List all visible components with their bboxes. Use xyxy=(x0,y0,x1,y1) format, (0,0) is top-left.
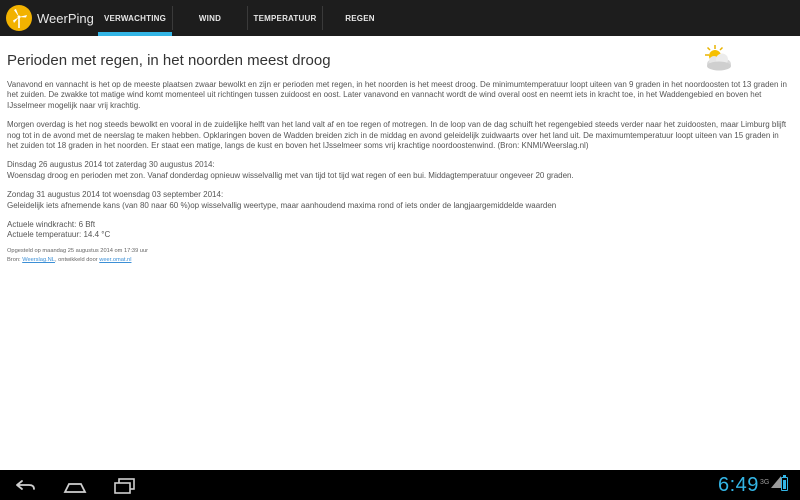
developer-link[interactable]: weer.omat.nl xyxy=(99,256,132,263)
forecast-title: Perioden met regen, in het noorden meest droog xyxy=(7,52,331,69)
recent-apps-icon[interactable] xyxy=(112,476,136,494)
battery-icon xyxy=(781,477,788,491)
outlook-text: Woensdag droog en perioden met zon. Vanaf donderdag opnieuw wisselvallig met van tijd tot tijd wat regen of een bui. Middagtemperatuur ongeveer 20 graden. xyxy=(7,170,574,180)
wind-reading: Actuele windkracht: 6 Bft xyxy=(7,220,96,230)
forecast-paragraph: Morgen overdag is het nog steeds bewolkt en vooral in de zuidelijke helft van het land valt af en toe regen of motregen. In de loop van de dag schuift het regengebied steeds verder naar het zuidoosten, maar Limburg blijft nog tot in de avond met de neerslag te maken hebben. Opklaringen boven de Wadden breiden zich in de middag en avond geleidelijk zuidwaarts over het land uit. De maximumtemperatuur loopt uiteen van 15 graden in het zuiden tot 18 graden in het noorden. Er staat een matige, langs de kust en boven het IJsselmeer soms vrij krachtige noordoostenwind. (Bron: KNMI/Weerslag.nl) xyxy=(7,120,787,151)
action-bar xyxy=(0,0,800,36)
back-icon[interactable] xyxy=(13,476,37,494)
outlook-heading: Dinsdag 26 augustus 2014 tot zaterdag 30 augustus 2014: xyxy=(7,160,215,170)
tab-bar xyxy=(98,0,397,36)
tab-verwachting[interactable]: VERWACHTING xyxy=(98,0,172,36)
forecast-paragraph: Vanavond en vannacht is het op de meeste plaatsen zwaar bewolkt en zijn er perioden met regen, in het noorden is het meest droog. De minimumtemperatuur loopt uiteen van 9 graden in het noordoosten tot 13 graden in het zuiden. De zwakke tot matige wind komt momenteel uit richtingen tussen zuidoost en oost. Later vanavond en vannacht wordt de wind overal oost en neemt iets in kracht toe, in het Waddengebied en boven het IJsselmeer mogelijk naar vrij krachtig. xyxy=(7,80,787,110)
clock[interactable]: 6:49 xyxy=(718,474,759,496)
outlook-heading: Zondag 31 augustus 2014 tot woensdag 03 september 2014: xyxy=(7,190,224,200)
outlook-section xyxy=(7,190,792,211)
partly-cloudy-icon xyxy=(700,44,734,79)
home-icon[interactable] xyxy=(63,476,87,494)
temperature-reading: Actuele temperatuur: 14.4 °C xyxy=(7,230,111,240)
tab-temperatuur[interactable]: TEMPERATUUR xyxy=(253,13,317,23)
signal-icon xyxy=(771,476,781,488)
developer-prefix: , ontwikkeld door xyxy=(54,256,100,263)
forecast-footer xyxy=(7,247,792,265)
app-header[interactable] xyxy=(0,0,98,36)
signal-indicator xyxy=(760,476,781,488)
network-type: 3G xyxy=(760,479,770,486)
windmill-icon xyxy=(6,5,32,31)
app-title: WeerPing xyxy=(37,10,94,26)
source-prefix: Bron: xyxy=(7,256,23,263)
outlook-section xyxy=(7,160,792,181)
issued-date: Opgesteld op maandag 25 augustus 2014 om 17:39 uur xyxy=(7,247,149,254)
forecast-content[interactable] xyxy=(0,36,800,470)
outlook-text: Geleidelijk iets afnemende kans (van 80 naar 60 %)op wisselvallig weertype, maar aanhoudend maxima rond of iets onder de langjaargemiddelde waarden xyxy=(7,200,557,210)
system-navigation-bar xyxy=(0,470,800,500)
tab-regen[interactable]: REGEN xyxy=(345,13,375,23)
tab-wind[interactable]: WIND xyxy=(198,13,222,23)
source-link[interactable]: Weerslag.NL xyxy=(22,256,55,263)
current-conditions xyxy=(7,220,792,241)
